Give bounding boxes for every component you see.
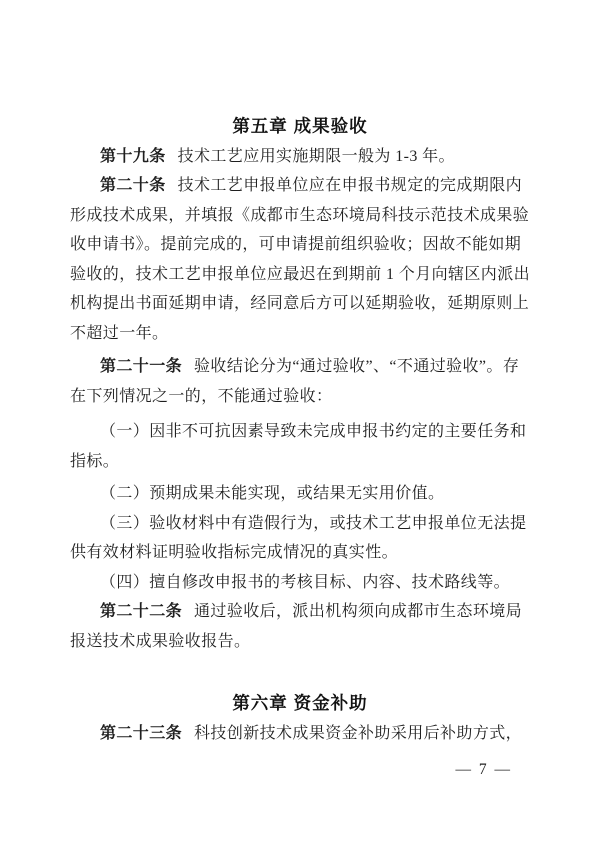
- article-21-line: [70, 352, 530, 382]
- body-line: 不超过一年。: [70, 324, 169, 342]
- body-line: 在下列情况之一的，不能通过验收：: [70, 387, 333, 405]
- article-20-line: [70, 171, 530, 201]
- page-number: — 7 —: [455, 761, 512, 778]
- line-text: 技术工艺申报单位应在申报书规定的完成期限内: [177, 177, 523, 194]
- list-item-4-line: （四）擅自修改申报书的考核目标、内容、技术路线等。: [100, 573, 511, 591]
- body-line: 收申请书》。提前完成的，可申请提前组织验收；因故不能如期: [70, 236, 522, 253]
- chapter-5-heading: 第五章 成果验收: [232, 116, 368, 136]
- chapter-6-heading: 第六章 资金补助: [232, 693, 368, 713]
- body-line: 供有效材料证明验收指标完成情况的真实性。: [70, 544, 399, 561]
- list-item-1-line: （一）因非不可抗因素导致未完成申报书约定的主要任务和: [100, 423, 527, 440]
- list-item-3-line: （三）验收材料中有造假行为，或技术工艺申报单位无法提: [100, 514, 527, 532]
- body-line: 报送技术成果验收报告。: [70, 632, 251, 650]
- list-item-2-line: （二）预期成果未能实现，或结果无实用价值。: [100, 485, 445, 502]
- article-20-label: 第二十条: [100, 177, 166, 194]
- line-text: 科技创新技术成果资金补助采用后补助方式，: [194, 724, 523, 742]
- article-19-label: 第十九条: [100, 147, 166, 165]
- line-text: 技术工艺应用实施期限一般为 1-3 年。: [177, 147, 455, 165]
- body-line: 验收的，技术工艺申报单位应最迟在到期前 1 个月向辖区内派出: [70, 265, 531, 283]
- line-text: 验收结论分为“通过验收”、“不通过验收”。存: [194, 358, 520, 375]
- article-21-label: 第二十一条: [100, 358, 183, 375]
- body-line: 形成技术成果，并填报《成都市生态环境局科技示范技术成果验: [70, 206, 530, 224]
- body-line: 指标。: [70, 452, 120, 470]
- body-line: 机构提出书面延期申请，经同意后方可以延期验收，延期原则上: [70, 295, 530, 312]
- article-23-label: 第二十三条: [100, 724, 183, 742]
- article-19-line: [70, 142, 530, 172]
- article-23-line: [70, 719, 530, 749]
- article-22-line: [70, 597, 530, 627]
- article-22-label: 第二十二条: [100, 603, 183, 620]
- line-text: 通过验收后，派出机构须向成都市生态环境局: [194, 603, 523, 620]
